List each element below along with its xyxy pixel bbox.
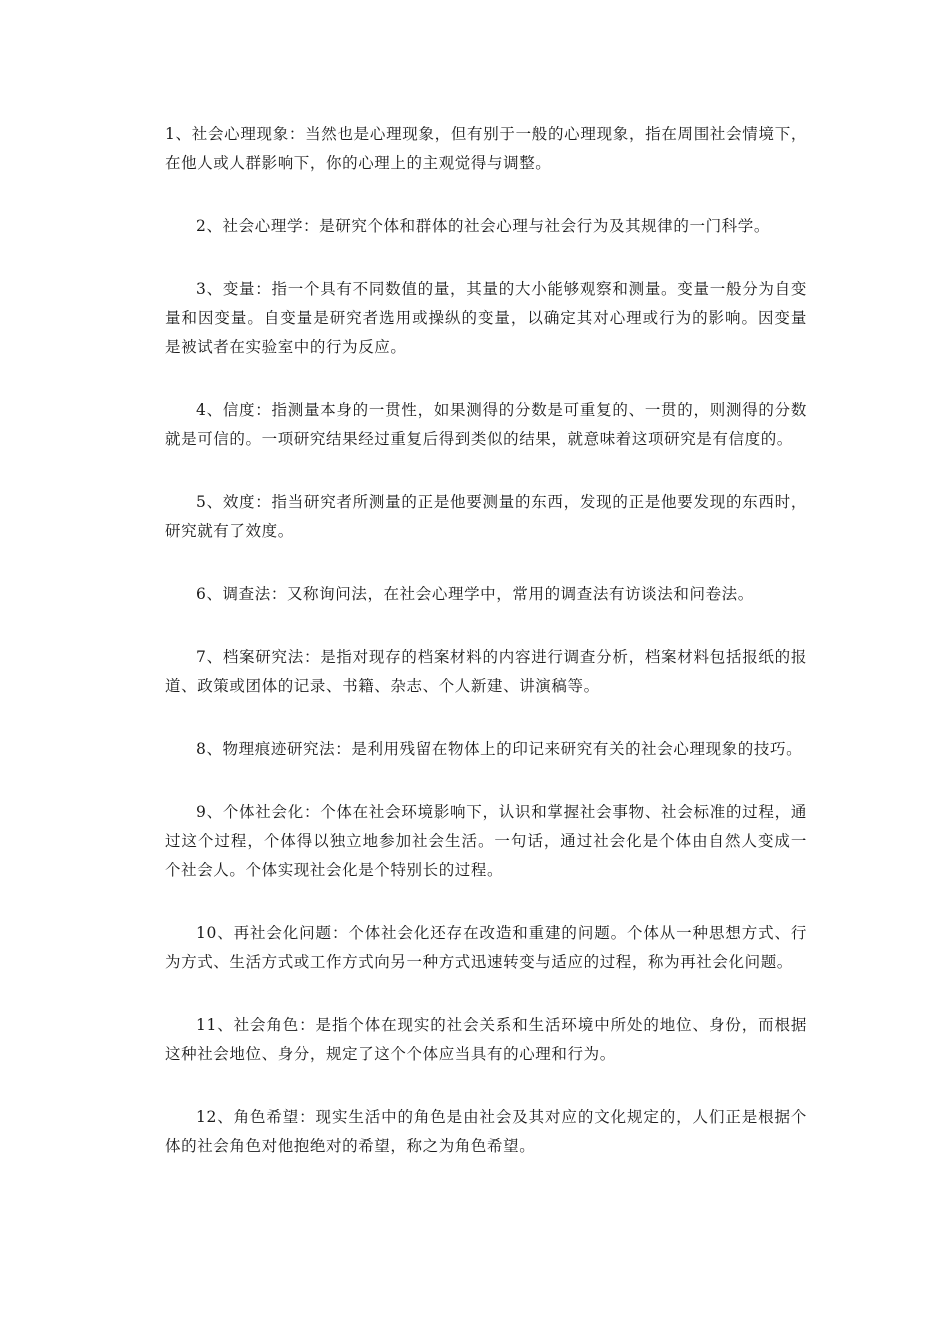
paragraph-7: 7、档案研究法：是指对现存的档案材料的内容进行调查分析，档案材料包括报纸的报道、政策或团体的记录、书籍、杂志、个人新建、讲演稿等。 [165,648,807,695]
paragraph-11: 11、社会角色：是指个体在现实的社会关系和生活环境中所处的地位、身份，而根据这种社会地位、身分，规定了这个个体应当具有的心理和行为。 [165,1016,807,1063]
paragraph-3: 3、变量：指一个具有不同数值的量，其量的大小能够观察和测量。变量一般分为自变量和因变量。自变量是研究者选用或操纵的变量，以确定其对心理或行为的影响。因变量是被试者在实验室中的行为反应。 [165,280,807,356]
paragraph-9: 9、个体社会化：个体在社会环境影响下，认识和掌握社会事物、社会标准的过程，通过这个过程，个体得以独立地参加社会生活。一句话，通过社会化是个体由自然人变成一个社会人。个体实现社会化是个特别长的过程。 [165,803,807,879]
paragraph-5: 5、效度：指当研究者所测量的正是他要测量的东西，发现的正是他要发现的东西时，研究就有了效度。 [165,493,807,540]
paragraph-10: 10、再社会化问题：个体社会化还存在改造和重建的问题。个体从一种思想方式、行为方式、生活方式或工作方式向另一种方式迅速转变与适应的过程，称为再社会化问题。 [165,924,807,971]
paragraph-6: 6、调查法：又称询问法，在社会心理学中，常用的调查法有访谈法和问卷法。 [196,585,754,603]
paragraph-1: 1、社会心理现象：当然也是心理现象，但有别于一般的心理现象，指在周围社会情境下，在他人或人群影响下，你的心理上的主观觉得与调整。 [165,125,807,172]
paragraph-2: 2、社会心理学：是研究个体和群体的社会心理与社会行为及其规律的一门科学。 [196,217,770,235]
paragraph-12: 12、角色希望：现实生活中的角色是由社会及其对应的文化规定的，人们正是根据个体的社会角色对他抱绝对的希望，称之为角色希望。 [165,1108,807,1155]
document-body [165,120,807,1195]
paragraph-8: 8、物理痕迹研究法：是利用残留在物体上的印记来研究有关的社会心理现象的技巧。 [196,740,803,758]
paragraph-4: 4、信度：指测量本身的一贯性，如果测得的分数是可重复的、一贯的，则测得的分数就是可信的。一项研究结果经过重复后得到类似的结果，就意味着这项研究是有信度的。 [165,401,807,448]
